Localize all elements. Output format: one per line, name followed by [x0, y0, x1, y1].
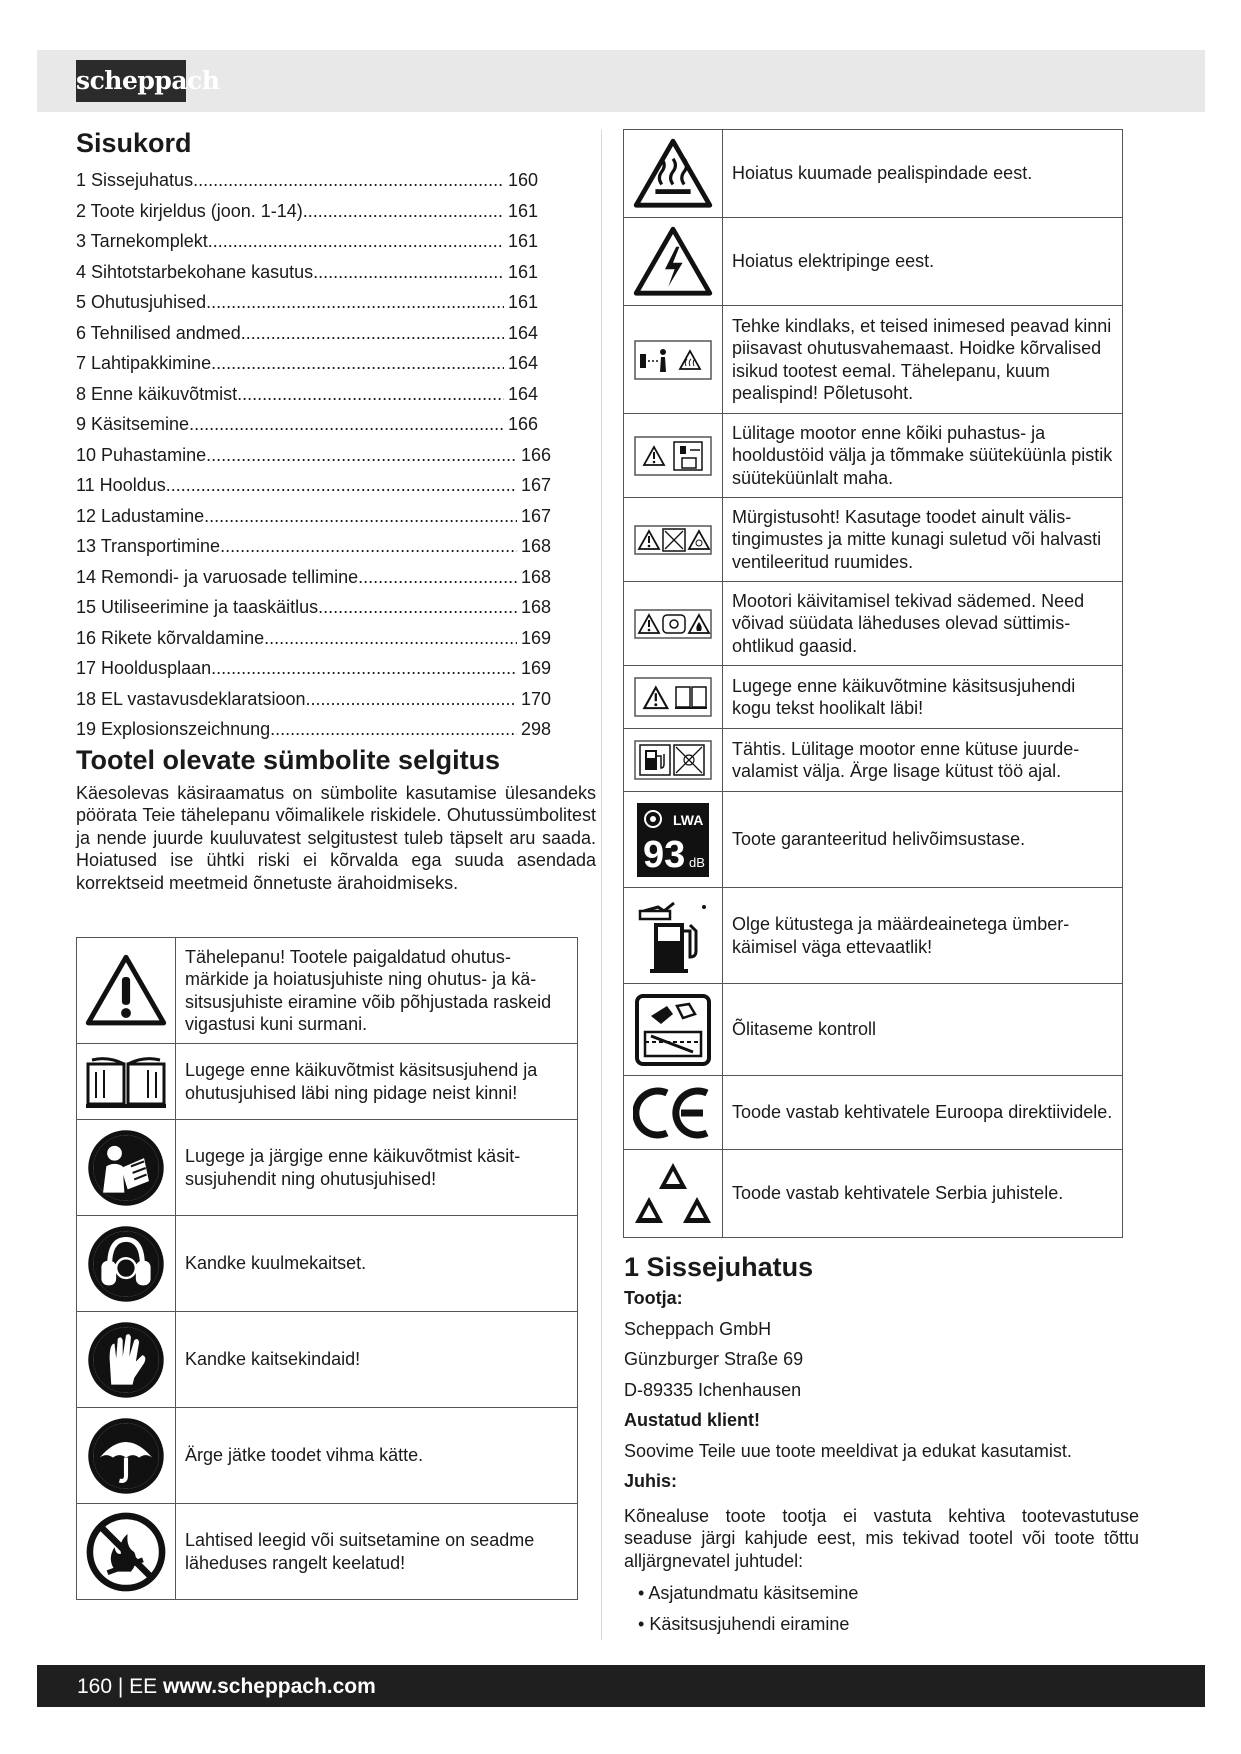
toc-item[interactable] [76, 653, 551, 684]
toc-item-label: 18 EL vastavusdeklaratsioon [76, 688, 306, 709]
customer-label: Austatud klient! [624, 1410, 761, 1430]
toc-item-label: 15 Utiliseerimine ja taaskäitlus [76, 597, 319, 617]
toc-item-label: 17 Hooldusplaan [76, 658, 212, 678]
footer-page: 160 | EE [77, 1675, 158, 1698]
symbol-row [624, 130, 1123, 218]
toc-item[interactable] [76, 257, 538, 288]
toc-leader [204, 501, 517, 532]
symbol-row [624, 582, 1123, 666]
toc-item[interactable] [76, 531, 551, 562]
sound-level-unit: dB [689, 854, 705, 870]
symbol-cell [624, 582, 723, 666]
toc-leader [206, 440, 517, 471]
symbol-cell [77, 1312, 176, 1408]
note-text: Kõnealuse toote tootja ei vastuta kehtiva tootevastutuse seaduse järgi kahjude eest, mis tekivad tootel või toote tõttu alljärgnevatel juhtudel: [624, 1505, 1139, 1571]
oil-level-icon [624, 992, 722, 1068]
safety-distance-icon [624, 340, 722, 380]
symbol-row [77, 1044, 578, 1120]
bullet-item: • Käsitsusjuhendi eiramine [638, 1609, 1139, 1640]
symbols-intro: Käesolevas käsiraamatus on sümbolite kasutamise ülesandeks pöörata Teie tähelepanu võimalikele riskidele. Ohutussümbolitest ja nende juurde kuuluvatest selgitustest tuleb täpselt aru saada. Hoiatused ise ühtki riski ei kõrvalda ega suuda asendada korrektseid meetmeid õnnetuste ärahoidmiseks. [76, 782, 596, 893]
symbol-description: Õlitaseme kontroll [723, 984, 1123, 1076]
symbol-cell [624, 218, 723, 306]
toc-leader [211, 653, 517, 684]
symbol-cell [77, 1044, 176, 1120]
spark-plug-warning-icon [624, 436, 722, 476]
symbol-row [624, 218, 1123, 306]
symbol-cell [624, 498, 723, 582]
symbol-cell [77, 938, 176, 1044]
symbol-description: Lülitage mootor enne kõiki puhastus- ja hooldustöid välja ja tõmmake süüteküünla pistik süüteküünlalt maha. [723, 414, 1123, 498]
toc-item-page: 164 [507, 353, 538, 373]
symbol-description: Lahtised leegid või suitsetamine on seadme läheduses rangelt keelatud! [176, 1504, 578, 1600]
read-manual-person-icon [77, 1127, 175, 1209]
toc-item-label: 10 Puhastamine [76, 444, 207, 465]
no-fire-icon [77, 1511, 175, 1593]
toc-leader [206, 287, 504, 318]
footer-bar [37, 1665, 1205, 1707]
symbol-description: Mürgistusoht! Kasutage toodet ainult välistingimustes ja mitte kunagi suletud või halvasti ventileeritud ruumides. [723, 498, 1123, 582]
column-divider [601, 130, 602, 1640]
fuel-no-refuel-icon [624, 740, 722, 780]
toc-item[interactable] [76, 714, 551, 745]
toc-leader [270, 714, 517, 745]
symbol-row [624, 1150, 1123, 1238]
toc-item[interactable] [76, 196, 538, 227]
serbia-mark-icon [624, 1161, 722, 1227]
symbol-description: Kandke kaitsekindaid! [176, 1312, 578, 1408]
symbol-description: Olge kütustega ja määrdeainetega ümberkäimisel väga ettevaatlik! [723, 888, 1123, 984]
toc-leader [166, 470, 517, 501]
toc-item-page: 166 [520, 444, 551, 465]
left-symbol-table [76, 937, 578, 1600]
toc-item-label: 13 Transportimine [76, 536, 221, 556]
symbol-row [624, 888, 1123, 984]
toc-item-label: 6 Tehnilised andmed [76, 322, 241, 343]
toc-item-page: 169 [520, 658, 551, 678]
symbol-description: Tehke kindlaks, et teised inimesed peavad kinni piisavast ohutusvahemaast. Hoidke kõrvalised isikud tootest eemal. Tähelepanu, kuum pealispind! Põletusoht. [723, 306, 1123, 414]
symbol-row [624, 729, 1123, 792]
customer-text: Soovime Teile uue toote meeldivat ja edukat kasutamist. [624, 1440, 1072, 1461]
toc-leader [303, 196, 504, 227]
symbol-cell [624, 984, 723, 1076]
symbol-cell [624, 666, 723, 729]
toc-leader [358, 562, 517, 593]
toc-item[interactable] [76, 592, 551, 623]
toc-item-page: 160 [507, 170, 538, 190]
warning-manual-icon [624, 677, 722, 717]
symbol-description: Toode vastab kehtivatele Euroopa direktiividele. [723, 1076, 1123, 1150]
gloves-icon [77, 1319, 175, 1401]
toc-item-label: 5 Ohutusjuhised [76, 292, 207, 312]
bullet-list [624, 1578, 1139, 1639]
symbol-row [624, 666, 1123, 729]
symbol-description: Toote garanteeritud helivõimsustase. [723, 792, 1123, 888]
toc-item-page: 298 [520, 719, 551, 739]
toc-item[interactable] [76, 470, 551, 501]
company-street: Günzburger Straße 69 [624, 1349, 804, 1369]
footer-text [77, 1675, 376, 1699]
symbol-row [77, 938, 578, 1044]
toc-leader [237, 379, 504, 410]
toc-item[interactable] [76, 379, 538, 410]
umbrella-icon [77, 1415, 175, 1497]
sound-level-icon [624, 801, 722, 879]
note-label: Juhis: [624, 1471, 678, 1491]
symbol-description: Hoiatus elektripinge eest. [723, 218, 1123, 306]
footer-url[interactable]: www.scheppach.com [163, 1675, 376, 1698]
toc-item-page: 168 [520, 566, 551, 587]
toc-item-label: 11 Hooldus [76, 475, 166, 495]
toc-item-page: 161 [507, 261, 538, 282]
fuel-oil-icon [624, 897, 722, 975]
bullet-item: • Asjatundmatu käsitsemine [638, 1578, 1139, 1609]
symbols-title: Tootel olevate sümbolite selgitus [76, 744, 501, 775]
symbol-description: Kandke kuulmekaitset. [176, 1216, 578, 1312]
toc-item[interactable] [76, 348, 538, 379]
symbol-row [624, 792, 1123, 888]
toc-leader [241, 318, 504, 349]
sound-level-value: 93 [643, 833, 686, 876]
electric-shock-icon [624, 226, 722, 296]
toc-leader [220, 531, 517, 562]
toc-item[interactable] [76, 501, 551, 532]
symbol-row [77, 1120, 578, 1216]
symbol-row [624, 1076, 1123, 1150]
toc-item-label: 4 Sihtotstarbekohane kasutus [76, 261, 314, 282]
toc-item[interactable] [76, 165, 538, 196]
toc-item-page: 167 [520, 505, 551, 526]
symbol-row [77, 1216, 578, 1312]
symbol-row [77, 1408, 578, 1504]
symbol-cell [624, 888, 723, 984]
symbol-cell [77, 1504, 176, 1600]
toc-title: Sisukord [76, 128, 192, 158]
toc-item[interactable] [76, 226, 538, 257]
poisoning-warning-icon [624, 525, 722, 555]
toc-item-label: 7 Lahtipakkimine [76, 353, 212, 373]
toc-leader [318, 592, 517, 623]
symbol-description: Hoiatus kuumade pealispindade eest. [723, 130, 1123, 218]
symbol-description: Tähtis. Lülitage mootor enne kütuse juurdevalamist välja. Ärge lisage kütust töö ajal. [723, 729, 1123, 792]
symbol-description: Ärge jätke toodet vihma kätte. [176, 1408, 578, 1504]
toc-item-label: 3 Tarnekomplekt [76, 231, 208, 251]
symbol-description: Lugege enne käikuvõtmist käsitsusjuhend ja ohutusjuhised läbi ning pidage neist kinni! [176, 1044, 578, 1120]
symbol-cell [77, 1408, 176, 1504]
toc-item-label: 9 Käsitsemine [76, 414, 190, 434]
toc-item[interactable] [76, 287, 538, 318]
toc-item-page: 168 [520, 536, 551, 556]
toc-item[interactable] [76, 562, 551, 593]
ce-mark-icon [624, 1085, 722, 1141]
toc-item-label: 16 Rikete kõrvaldamine [76, 627, 265, 648]
toc-leader [211, 348, 504, 379]
toc-item-page: 161 [507, 200, 538, 221]
toc-item-page: 168 [520, 597, 551, 617]
intro-title: 1 Sissejuhatus [624, 1252, 814, 1282]
toc-item-label: 8 Enne käikuvõtmist [76, 383, 238, 404]
toc-item-page: 167 [520, 475, 551, 495]
symbol-cell [624, 306, 723, 414]
symbol-description: Mootori käivitamisel tekivad sädemed. Need võivad süüdata läheduses olevad süttimisohtlikud gaasid. [723, 582, 1123, 666]
toc-leader [193, 165, 504, 196]
toc-leader [189, 409, 504, 440]
right-symbol-table [623, 129, 1123, 1238]
toc-item-label: 1 Sissejuhatus [76, 170, 194, 190]
symbol-description: Tähelepanu! Tootele paigaldatud ohutusmärkide ja hoiatusjuhiste ning ohutus- ja käsitsusjuhiste eiramine võib põhjustada raskeid vigastusi kuni surmani. [176, 938, 578, 1044]
symbol-row [624, 306, 1123, 414]
toc-item[interactable] [76, 684, 551, 715]
company-city: D-89335 Ichenhausen [624, 1379, 802, 1400]
symbol-cell [624, 414, 723, 498]
toc-item[interactable] [76, 440, 551, 471]
symbol-cell [624, 792, 723, 888]
toc-leader [313, 257, 504, 288]
open-manual-icon [77, 1054, 175, 1110]
toc-item-page: 166 [507, 414, 538, 434]
manufacturer-label: Tootja: [624, 1288, 683, 1308]
warning-triangle-icon [77, 954, 175, 1026]
toc-list [76, 165, 596, 745]
symbol-cell [77, 1120, 176, 1216]
toc-leader [305, 684, 516, 715]
toc-item-page: 161 [507, 292, 538, 312]
sound-level-label: LWA [673, 811, 704, 828]
left-column [76, 128, 596, 894]
symbol-cell [624, 130, 723, 218]
symbol-cell [624, 729, 723, 792]
symbol-cell [624, 1150, 723, 1238]
toc-item-page: 161 [507, 231, 538, 251]
toc-item-label: 14 Remondi- ja varuosade tellimine [76, 566, 359, 587]
scheppach-logo: scheppach [76, 60, 186, 102]
intro-section [624, 1252, 1139, 1639]
spark-fire-warning-icon [624, 609, 722, 639]
symbol-cell [77, 1216, 176, 1312]
company-name: Scheppach GmbH [624, 1318, 772, 1339]
symbol-description: Lugege ja järgige enne käikuvõtmist käsitsusjuhendit ning ohutusjuhised! [176, 1120, 578, 1216]
symbol-cell [624, 1076, 723, 1150]
toc-item-page: 170 [520, 688, 551, 709]
toc-leader [208, 226, 504, 257]
toc-item-page: 169 [520, 627, 551, 648]
symbol-row [624, 984, 1123, 1076]
toc-item-label: 12 Ladustamine [76, 505, 205, 526]
hot-surface-icon [624, 138, 722, 208]
symbol-row [624, 414, 1123, 498]
symbol-description: Toode vastab kehtivatele Serbia juhistele. [723, 1150, 1123, 1238]
symbol-row [77, 1312, 578, 1408]
toc-item[interactable] [76, 409, 538, 440]
ear-protection-icon [77, 1223, 175, 1305]
symbol-row [624, 498, 1123, 582]
toc-item[interactable] [76, 623, 551, 654]
toc-leader [264, 623, 517, 654]
toc-item-page: 164 [507, 322, 538, 343]
toc-item[interactable] [76, 318, 538, 349]
symbol-row [77, 1504, 578, 1600]
toc-item-label: 19 Explosionszeichnung [76, 719, 271, 739]
toc-item-page: 164 [507, 383, 538, 404]
symbol-description: Lugege enne käikuvõtmine käsitsusjuhendi kogu tekst hoolikalt läbi! [723, 666, 1123, 729]
toc-item-label: 2 Toote kirjeldus (joon. 1-14) [76, 200, 303, 221]
